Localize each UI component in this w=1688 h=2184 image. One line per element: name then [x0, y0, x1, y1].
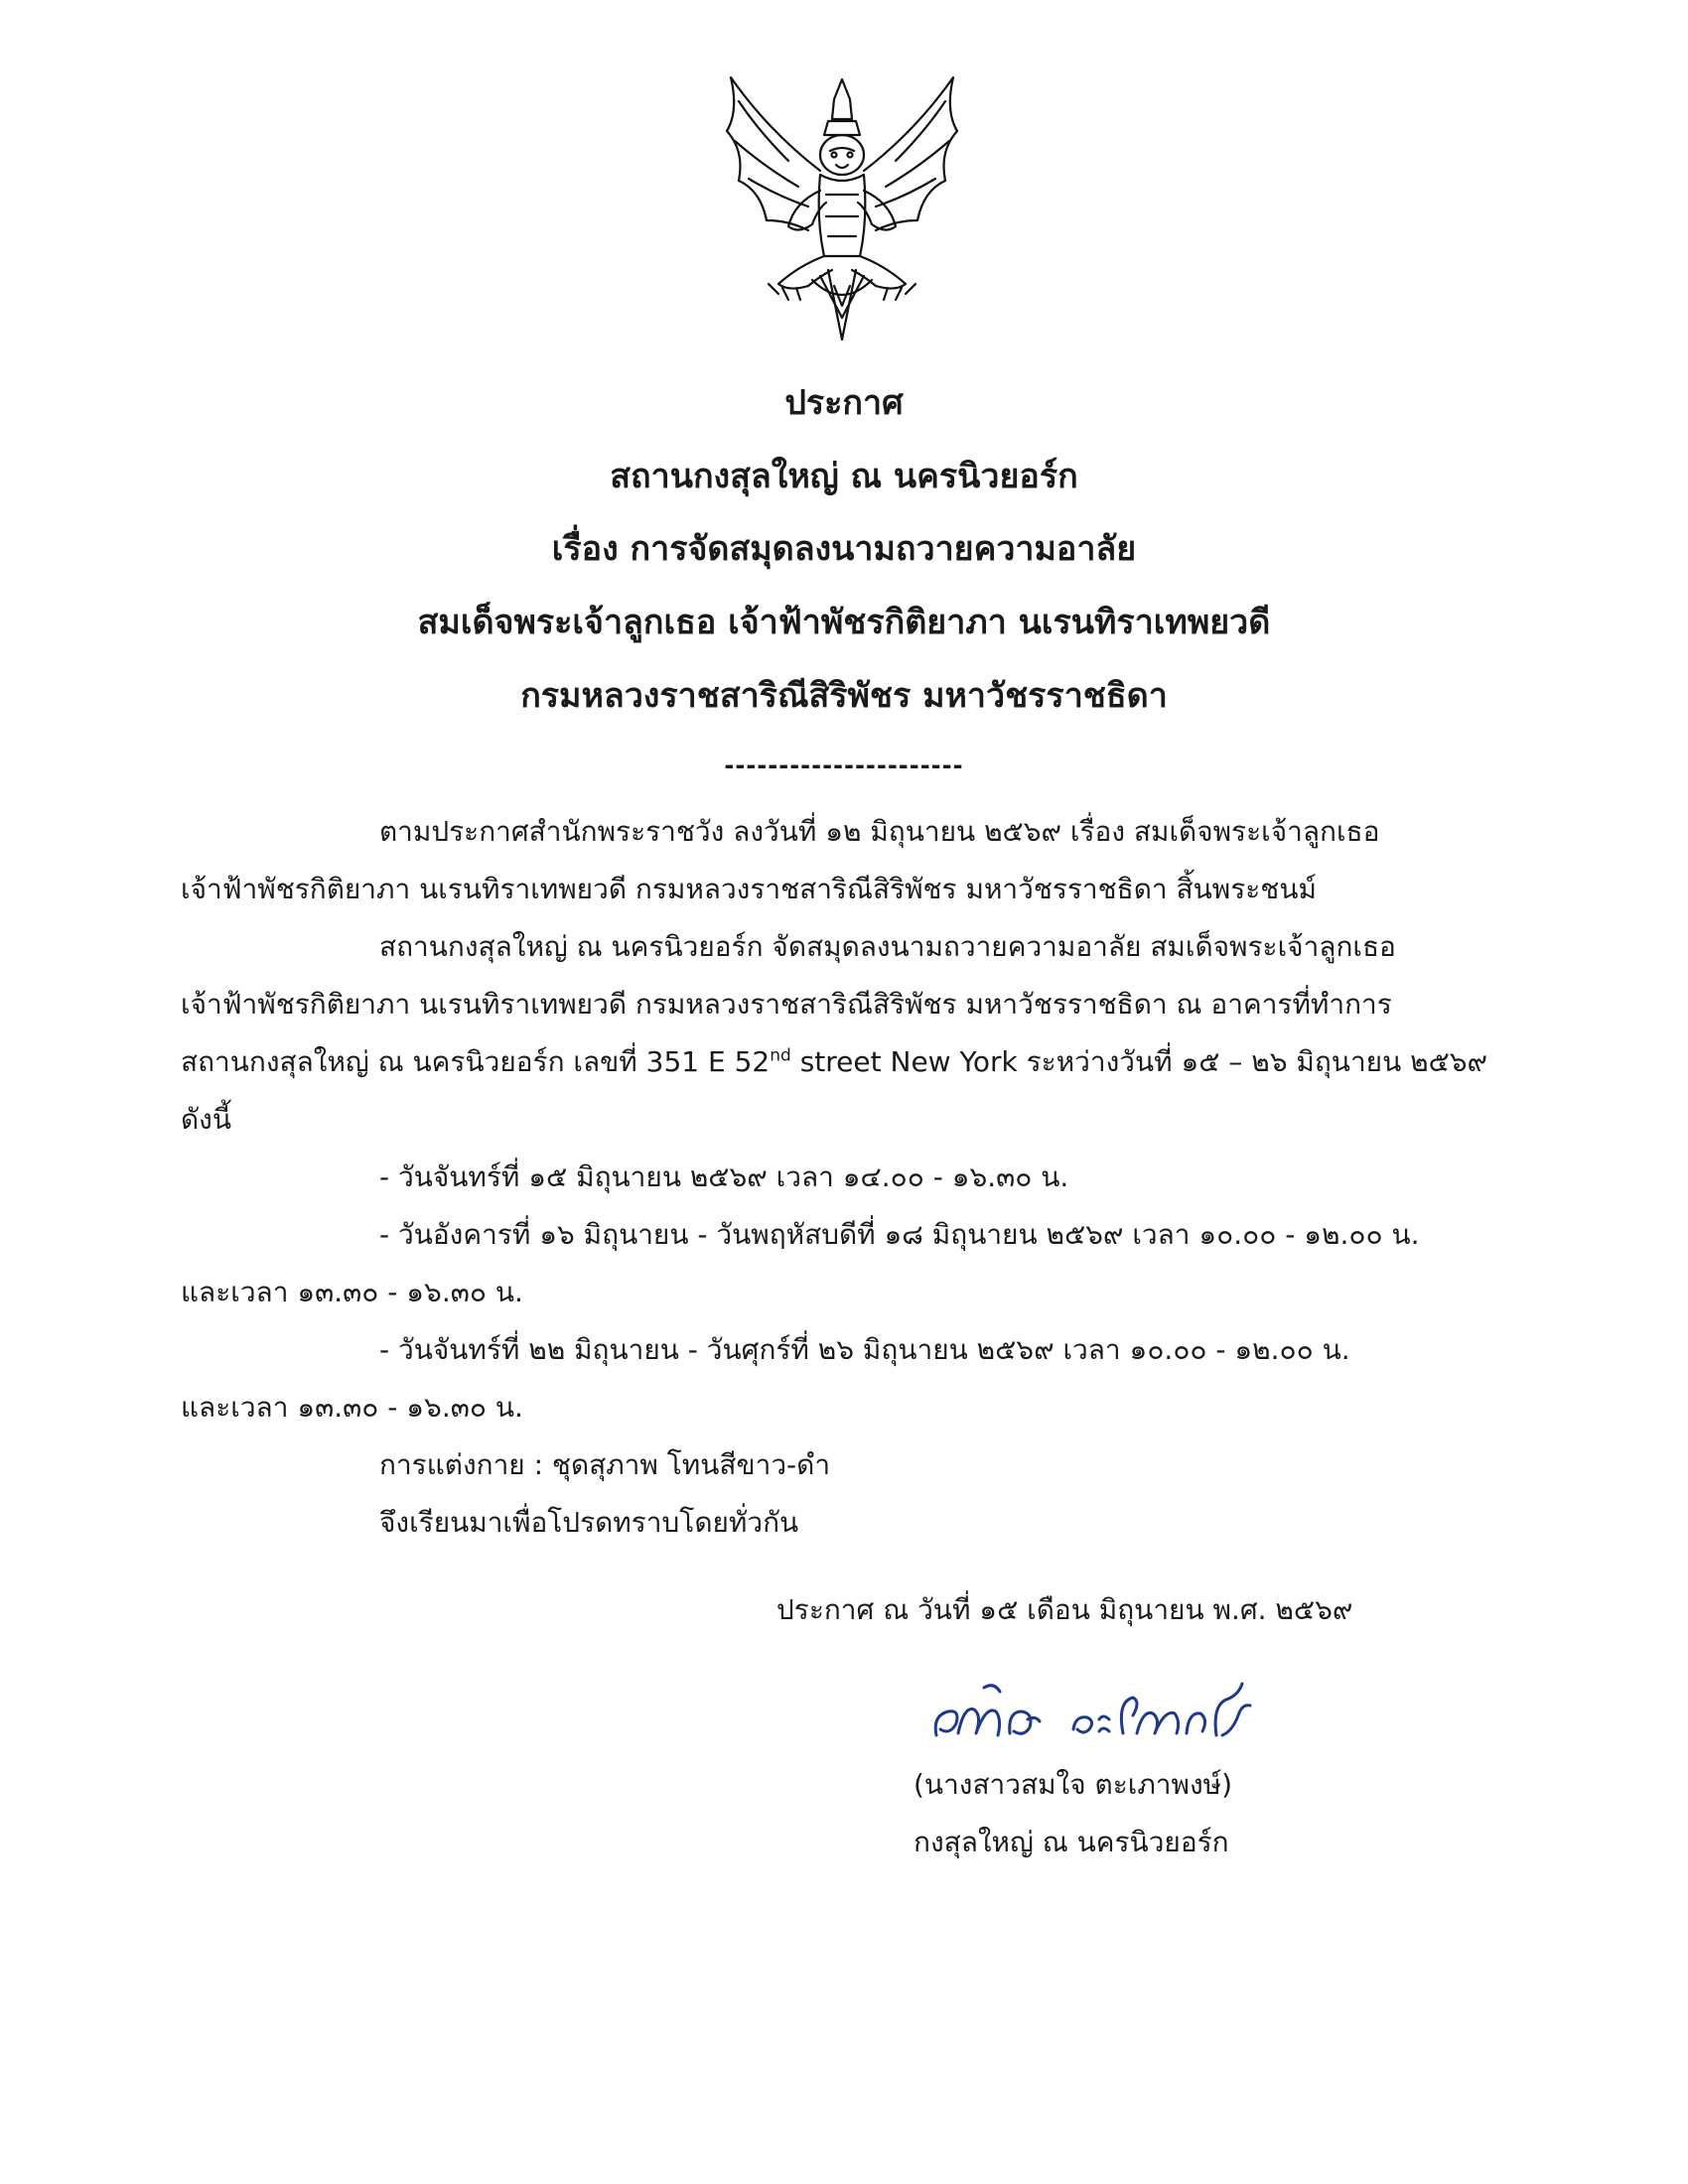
announcement-date: ประกาศ ณ วันที่ ๑๕ เดือน มิถุนายน พ.ศ. ๒๕๖๙	[776, 1593, 1353, 1626]
princess-title-heading: กรมหลวงราชสาริณีสิริพัชร มหาวัชรราชธิดา	[520, 676, 1168, 716]
address-text: สถานกงสุลใหญ่ ณ นครนิวยอร์ก เลขที่ 351 E 52	[181, 1045, 771, 1078]
dress-code: การแต่งกาย : ชุดสุภาพ โทนสีขาว-ดำ	[379, 1448, 831, 1481]
schedule-item-2-continuation: และเวลา ๑๓.๓๐ - ๑๖.๓๐ น.	[181, 1276, 523, 1308]
schedule-item-3-continuation: และเวลา ๑๓.๓๐ - ๑๖.๓๐ น.	[181, 1391, 523, 1424]
schedule-item-1: - วันจันทร์ที่ ๑๕ มิถุนายน ๒๕๖๙ เวลา ๑๔.๐๐ - ๑๖.๓๐ น.	[379, 1160, 1069, 1193]
heading-divider: ----------------------	[724, 751, 964, 779]
signatory-position: กงสุลใหญ่ ณ นครนิวยอร์ก	[914, 1826, 1229, 1858]
ordinal-suffix: nd	[770, 1045, 791, 1066]
paragraph-2-line-2: เจ้าฟ้าพัชรกิติยาภา นเรนทิราเทพยวดี กรมหลวงราชสาริณีสิริพัชร มหาวัชรราชธิดา ณ อาคารที่ทำการ	[181, 988, 1392, 1021]
closing-sentence: จึงเรียนมาเพื่อโปรดทราบโดยทั่วกัน	[379, 1506, 799, 1539]
date-range-text: street New York ระหว่างวันที่ ๑๕ – ๒๖ มิถุนายน ๒๕๖๙	[790, 1045, 1488, 1078]
subject-heading: เรื่อง การจัดสมุดลงนามถวายความอาลัย	[551, 529, 1137, 569]
garuda-emblem-icon	[709, 71, 975, 351]
paragraph-1-line-1: ตามประกาศสำนักพระราชวัง ลงวันที่ ๑๒ มิถุนายน ๒๕๖๙ เรื่อง สมเด็จพระเจ้าลูกเธอ	[379, 815, 1380, 848]
handwritten-signature	[928, 1676, 1262, 1755]
princess-name-heading: สมเด็จพระเจ้าลูกเธอ เจ้าฟ้าพัชรกิติยาภา นเรนทิราเทพยวดี	[417, 603, 1271, 642]
signatory-name: (นางสาวสมใจ ตะเภาพงษ์)	[914, 1768, 1233, 1801]
consulate-name-heading: สถานกงสุลใหญ่ ณ นครนิวยอร์ก	[610, 457, 1078, 496]
schedule-item-3: - วันจันทร์ที่ ๒๒ มิถุนายน - วันศุกร์ที่ ๒๖ มิถุนายน ๒๕๖๙ เวลา ๑๐.๐๐ - ๑๒.๐๐ น.	[379, 1333, 1350, 1366]
schedule-item-2: - วันอังคารที่ ๑๖ มิถุนายน - วันพฤหัสบดีที่ ๑๘ มิถุนายน ๒๕๖๙ เวลา ๑๐.๐๐ - ๑๒.๐๐ น.	[379, 1218, 1420, 1251]
paragraph-2-line-4: ดังนี้	[181, 1103, 231, 1136]
announcement-title: ประกาศ	[784, 383, 904, 423]
paragraph-1-line-2: เจ้าฟ้าพัชรกิติยาภา นเรนทิราเทพยวดี กรมหลวงราชสาริณีสิริพัชร มหาวัชรราชธิดา สิ้นพระชนม์	[181, 873, 1317, 905]
paragraph-2-line-3	[181, 1044, 1487, 1080]
paragraph-2-line-1: สถานกงสุลใหญ่ ณ นครนิวยอร์ก จัดสมุดลงนามถวายความอาลัย สมเด็จพระเจ้าลูกเธอ	[379, 930, 1396, 963]
